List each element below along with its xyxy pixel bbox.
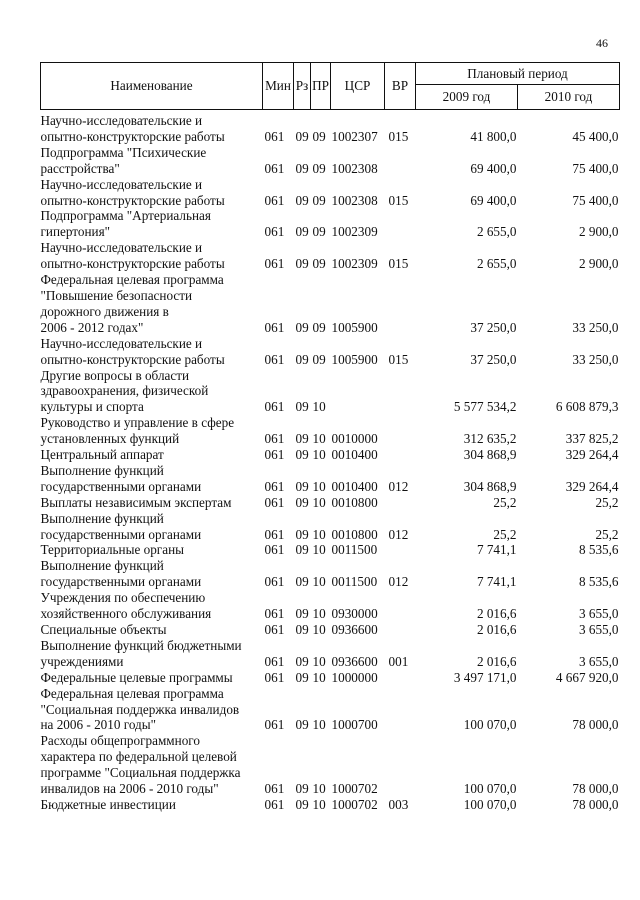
page-number: 46 (596, 36, 608, 50)
row-min: 061 (264, 606, 285, 622)
row-rz: 09 (295, 160, 309, 176)
row-rz: 09 (295, 796, 309, 812)
row-amount-2010: 33 250,0 (572, 319, 619, 335)
row-pr: 10 (312, 717, 326, 733)
row-name: Руководство и управление в сфере установленных функций (40, 415, 235, 447)
row-vr (385, 590, 416, 622)
row-min: 061 (264, 160, 285, 176)
row-csr: 0010800 (331, 494, 378, 510)
row-csr: 0010000 (331, 431, 378, 447)
row-amount-2009: 2 655,0 (476, 256, 517, 272)
header-csr: ЦСР (331, 63, 385, 110)
table-row (41, 542, 620, 558)
row-amount-2010: 329 264,4 (565, 478, 619, 494)
row-amount-2009: 100 070,0 (463, 796, 517, 812)
row-csr: 1002309 (331, 224, 378, 240)
row-pr: 10 (312, 447, 326, 463)
row-vr (385, 686, 416, 734)
row-amount-2009: 2 016,6 (476, 622, 517, 637)
row-csr: 0930000 (331, 606, 378, 622)
row-name: Федеральные целевые программы (40, 669, 233, 685)
row-min: 061 (264, 717, 285, 733)
row-csr: 1000700 (331, 717, 378, 733)
row-min: 061 (264, 447, 285, 463)
row-pr: 10 (312, 606, 326, 622)
row-amount-2010: 2 900,0 (578, 256, 619, 272)
row-vr: 001 (388, 653, 409, 669)
table-row (41, 240, 620, 272)
row-name: Федеральная целевая программа "Социальная поддержка инвалидов на 2006 - 2010 годы" (40, 685, 240, 733)
row-name: Выполнение функций государственными органами (40, 558, 202, 590)
row-name: Специальные объекты (40, 622, 167, 637)
row-vr (385, 145, 416, 177)
row-amount-2010: 2 900,0 (578, 224, 619, 240)
row-rz: 09 (295, 622, 309, 637)
row-pr: 10 (312, 526, 326, 542)
row-vr (385, 733, 416, 797)
row-name: Выполнение функций государственными органами (40, 462, 202, 494)
row-csr: 1000000 (331, 669, 378, 685)
row-amount-2009: 37 250,0 (470, 351, 517, 367)
row-amount-2009: 69 400,0 (470, 192, 517, 208)
row-amount-2010: 78 000,0 (572, 796, 619, 812)
row-vr (385, 622, 416, 638)
row-name: Научно-исследовательские и опытно-конструкторские работы (40, 240, 225, 272)
table-row (41, 415, 620, 447)
row-rz: 09 (295, 606, 309, 622)
row-name: Расходы общепрограммного характера по федеральной целевой программе "Социальная поддержка инвалидов на 2006 - 2010 годы" (40, 733, 241, 797)
header-pr: ПР (311, 63, 331, 110)
row-csr: 0936600 (331, 653, 378, 669)
row-vr: 015 (388, 351, 409, 367)
row-amount-2009: 100 070,0 (463, 717, 517, 733)
row-amount-2010: 75 400,0 (572, 160, 619, 176)
row-amount-2009: 2 016,6 (476, 653, 517, 669)
row-amount-2009: 3 497 171,0 (453, 669, 517, 685)
row-rz: 09 (295, 399, 309, 415)
row-amount-2009: 7 741,1 (476, 542, 517, 558)
row-amount-2009: 100 070,0 (463, 781, 517, 797)
row-name: Научно-исследовательские и опытно-конструкторские работы (40, 113, 225, 144)
row-amount-2009: 41 800,0 (470, 128, 517, 144)
row-min: 061 (264, 478, 285, 494)
row-csr: 0011500 (331, 574, 378, 590)
row-min: 061 (264, 653, 285, 669)
row-rz: 09 (295, 431, 309, 447)
row-amount-2009: 7 741,1 (476, 574, 517, 590)
table-row (41, 208, 620, 240)
row-name: Другие вопросы в области здравоохранения, физической культуры и спорта (40, 367, 209, 415)
row-amount-2009: 304 868,9 (463, 447, 517, 463)
row-min: 061 (264, 669, 285, 685)
header-name: Наименование (41, 63, 263, 110)
row-min: 061 (264, 128, 285, 144)
row-name: Выплаты независимым экспертам (40, 494, 232, 510)
row-vr: 015 (388, 128, 409, 144)
row-min: 061 (264, 399, 285, 415)
row-vr (385, 368, 416, 416)
row-rz: 09 (295, 319, 309, 335)
row-name: Территориальные органы (40, 542, 184, 558)
row-pr: 09 (312, 128, 326, 144)
header-rz: Рз (294, 63, 311, 110)
row-csr: 1002308 (331, 192, 378, 208)
row-name: Научно-исследовательские и опытно-конструкторские работы (40, 176, 225, 208)
table-row (41, 110, 620, 145)
table-row (41, 797, 620, 813)
row-rz: 09 (295, 351, 309, 367)
row-rz: 09 (295, 781, 309, 797)
row-min: 061 (264, 526, 285, 542)
row-min: 061 (264, 319, 285, 335)
row-amount-2010: 25,2 (595, 494, 619, 510)
row-vr (385, 670, 416, 686)
row-name: Подпрограмма "Психические расстройства" (40, 144, 207, 176)
row-min: 061 (264, 781, 285, 797)
header-year-2009: 2009 год (416, 85, 518, 110)
row-csr: 1005900 (331, 319, 378, 335)
row-min: 061 (264, 192, 285, 208)
row-pr: 10 (312, 399, 326, 415)
row-rz: 09 (295, 717, 309, 733)
row-vr (385, 542, 416, 558)
row-amount-2010: 45 400,0 (572, 128, 619, 144)
row-pr: 10 (312, 796, 326, 812)
table-row (41, 177, 620, 209)
table-row (41, 670, 620, 686)
row-amount-2009: 304 868,9 (463, 478, 517, 494)
row-vr: 015 (388, 256, 409, 272)
row-amount-2009: 5 577 534,2 (453, 399, 517, 415)
table-row (41, 145, 620, 177)
row-min: 061 (264, 256, 285, 272)
table-row (41, 495, 620, 511)
row-rz: 09 (295, 669, 309, 685)
row-csr: 0010400 (331, 478, 378, 494)
row-csr: 1000702 (331, 796, 378, 812)
row-pr: 10 (312, 622, 326, 637)
row-rz: 09 (295, 478, 309, 494)
row-amount-2009: 69 400,0 (470, 160, 517, 176)
row-min: 061 (264, 574, 285, 590)
row-vr: 012 (388, 478, 409, 494)
row-rz: 09 (295, 526, 309, 542)
row-vr (385, 208, 416, 240)
header-planned-period: Плановый период (416, 63, 620, 85)
header-vr: ВР (385, 63, 416, 110)
row-min: 061 (264, 494, 285, 510)
row-min: 061 (264, 431, 285, 447)
header-year-2010: 2010 год (518, 85, 620, 110)
row-amount-2010: 337 825,2 (565, 431, 619, 447)
row-amount-2010: 3 655,0 (578, 653, 619, 669)
row-name: Центральный аппарат (40, 447, 164, 463)
row-rz: 09 (295, 494, 309, 510)
table-row (41, 447, 620, 463)
row-vr (385, 415, 416, 447)
table-row (41, 272, 620, 336)
table-row (41, 463, 620, 495)
row-amount-2009: 312 635,2 (463, 431, 517, 447)
row-csr (331, 368, 385, 416)
row-vr: 003 (388, 796, 409, 812)
row-min: 061 (264, 351, 285, 367)
row-min: 061 (264, 622, 285, 637)
row-amount-2009: 2 016,6 (476, 606, 517, 622)
row-amount-2009: 25,2 (493, 526, 517, 542)
row-amount-2009: 37 250,0 (470, 319, 517, 335)
row-amount-2009: 2 655,0 (476, 224, 517, 240)
row-csr: 1002309 (331, 256, 378, 272)
row-amount-2010: 6 608 879,3 (555, 399, 619, 415)
row-rz: 09 (295, 542, 309, 558)
row-name: Федеральная целевая программа "Повышение безопасности дорожного движения в 2006 - 2012 годах" (40, 272, 224, 335)
row-csr: 0010400 (331, 447, 378, 463)
row-pr: 10 (312, 574, 326, 590)
table-row (41, 368, 620, 416)
row-rz: 09 (295, 256, 309, 272)
row-name: Выполнение функций бюджетными учреждениями (40, 637, 242, 669)
row-pr: 09 (312, 256, 326, 272)
row-vr: 015 (388, 192, 409, 208)
table-row (41, 638, 620, 670)
row-amount-2010: 329 264,4 (565, 447, 619, 463)
table-row (41, 336, 620, 368)
table-row (41, 686, 620, 734)
row-name: Выполнение функций государственными органами (40, 510, 202, 542)
row-amount-2010: 8 535,6 (578, 542, 619, 558)
row-amount-2010: 3 655,0 (578, 606, 619, 622)
row-amount-2010: 4 667 920,0 (555, 669, 619, 685)
row-pr: 10 (312, 781, 326, 797)
row-pr: 10 (312, 478, 326, 494)
row-vr: 012 (388, 574, 409, 590)
row-vr (385, 495, 416, 511)
row-pr: 09 (312, 192, 326, 208)
row-csr: 0936600 (331, 622, 378, 637)
row-pr: 10 (312, 542, 326, 558)
row-csr: 0011500 (331, 542, 378, 558)
table-row (41, 511, 620, 543)
row-pr: 09 (312, 319, 326, 335)
row-name: Учреждения по обеспечению хозяйственного обслуживания (40, 590, 212, 622)
row-csr: 0010800 (331, 526, 378, 542)
row-amount-2010: 75 400,0 (572, 192, 619, 208)
row-amount-2010: 8 535,6 (578, 574, 619, 590)
row-rz: 09 (295, 224, 309, 240)
row-pr: 10 (312, 494, 326, 510)
table-row (41, 622, 620, 638)
row-name: Бюджетные инвестиции (40, 796, 176, 812)
row-pr: 10 (312, 669, 326, 685)
table-row (41, 590, 620, 622)
table-body (41, 110, 620, 813)
row-csr: 1002308 (331, 160, 378, 176)
row-pr: 10 (312, 431, 326, 447)
header-min: Мин (263, 63, 294, 110)
row-min: 061 (264, 796, 285, 812)
row-csr: 1005900 (331, 351, 378, 367)
row-rz: 09 (295, 128, 309, 144)
row-csr: 1000702 (331, 781, 378, 797)
row-name: Подпрограмма "Артериальная гипертония" (40, 208, 211, 240)
row-amount-2010: 78 000,0 (572, 781, 619, 797)
budget-table (40, 62, 620, 813)
row-pr: 09 (312, 224, 326, 240)
row-amount-2009: 25,2 (493, 494, 517, 510)
row-amount-2010: 33 250,0 (572, 351, 619, 367)
row-vr (385, 447, 416, 463)
table-row (41, 558, 620, 590)
row-rz: 09 (295, 192, 309, 208)
row-vr: 012 (388, 526, 409, 542)
row-amount-2010: 3 655,0 (578, 622, 619, 637)
row-rz: 09 (295, 574, 309, 590)
row-pr: 09 (312, 351, 326, 367)
table-row (41, 733, 620, 797)
row-rz: 09 (295, 653, 309, 669)
row-min: 061 (264, 542, 285, 558)
row-vr (385, 272, 416, 336)
row-csr: 1002307 (331, 128, 378, 144)
table-header (41, 63, 620, 110)
row-pr: 09 (312, 160, 326, 176)
row-amount-2010: 25,2 (595, 526, 619, 542)
row-amount-2010: 78 000,0 (572, 717, 619, 733)
row-min: 061 (264, 224, 285, 240)
row-rz: 09 (295, 447, 309, 463)
row-pr: 10 (312, 653, 326, 669)
row-name: Научно-исследовательские и опытно-конструкторские работы (40, 335, 225, 367)
